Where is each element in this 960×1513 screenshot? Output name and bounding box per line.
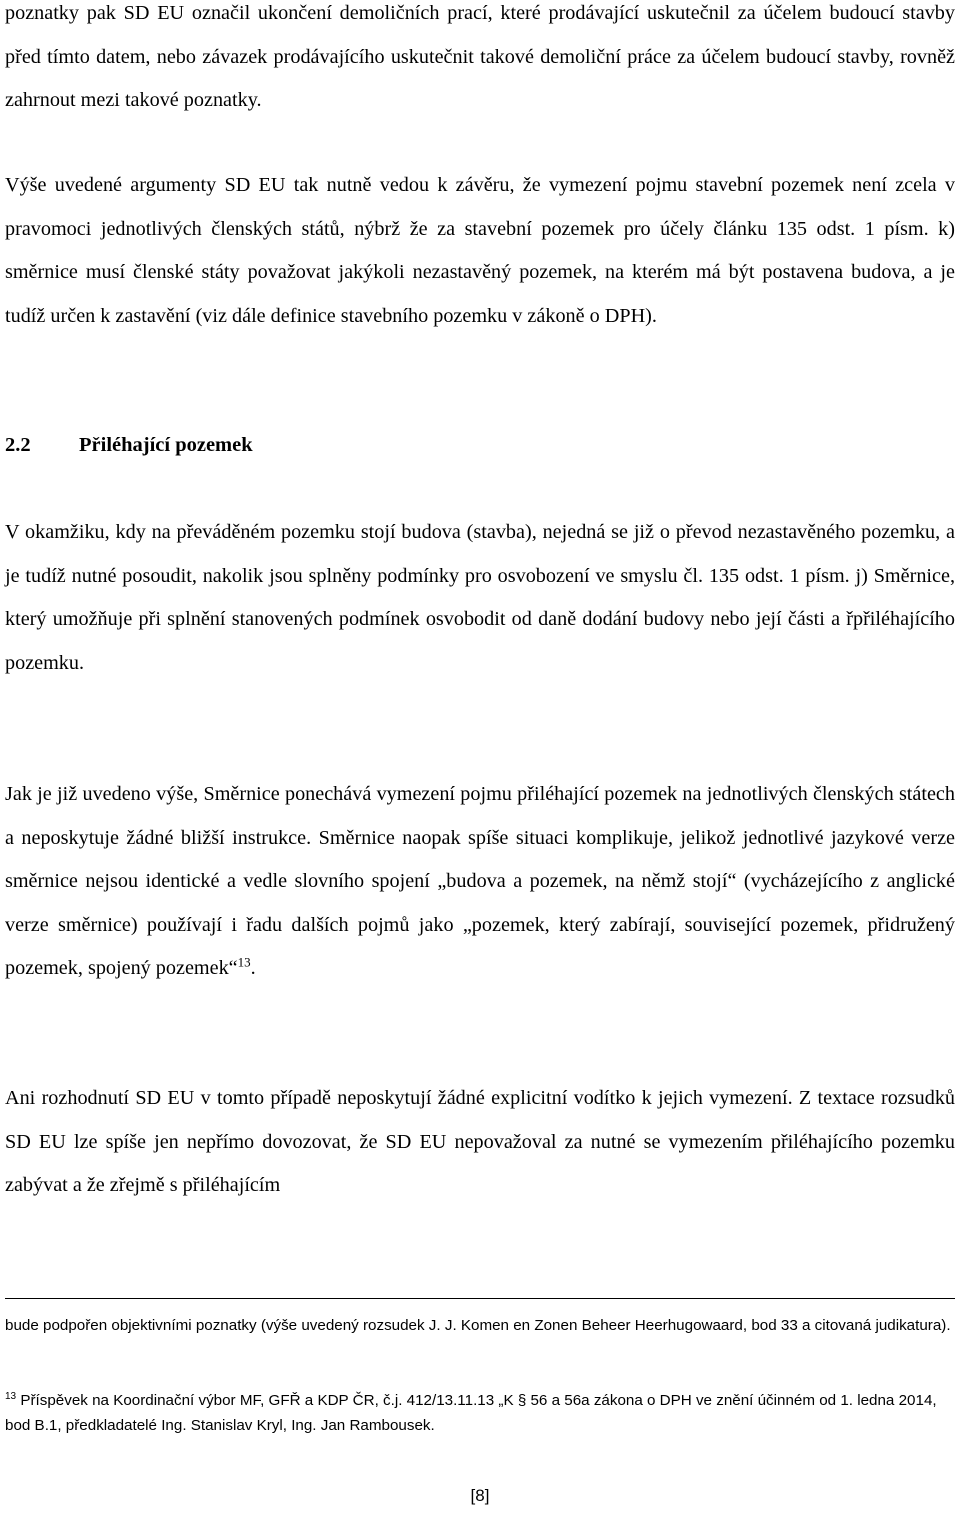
document-page bbox=[5, 0, 955, 1513]
page-number: [8] bbox=[470, 1486, 490, 1505]
footnote-13-number: 13 bbox=[5, 1390, 17, 1402]
section-title: Přiléhající pozemek bbox=[79, 434, 253, 456]
section-number: 2.2 bbox=[5, 434, 31, 456]
paragraph-2: Výše uvedené argumenty SD EU tak nutně vedou k závěru, že vymezení pojmu stavební pozemek není zcela v pravomoci jednotlivých členských států, nýbrž že za stavební pozemek pro účely článku 135 odst. 1 písm. k) směrnice musí členské státy považovat jakýkoli nezastavěný pozemek, na kterém má být postavena budova, a je tudíž určen k zastavění (viz dále definice stavebního pozemku v zákoně o DPH). bbox=[5, 174, 955, 327]
paragraph-4-text: Jak je již uvedeno výše, Směrnice ponechává vymezení pojmu přiléhající pozemek na jednotlivých členských státech a neposkytuje žádné bližší instrukce. Směrnice naopak spíše situaci komplikuje, jelikož jednotlivé jazykové verze směrnice nejsou identické a vedle slovního spojení „budova a pozemek, na němž stojí“ (vycházejícího z anglické verze směrnice) používají i řadu dalších pojmů jako „pozemek, který zabírají, související pozemek, přidružený pozemek, spojený pozemek“ bbox=[5, 783, 955, 979]
footnote-reference-13[interactable]: 13 bbox=[237, 954, 251, 970]
footnote-continuation: bude podpořen objektivními poznatky (výše uvedený rozsudek J. J. Komen en Zonen Beheer Heerhugowaard, bod 33 a citovaná judikatura). bbox=[5, 1317, 951, 1334]
paragraph-5: Ani rozhodnutí SD EU v tomto případě neposkytují žádné explicitní vodítko k jejich vymezení. Z textace rozsudků SD EU lze spíše jen nepřímo dovozovat, že SD EU nepovažoval za nutné se vymezením přiléhajícího pozemku zabývat a že zřejmě s přiléhajícím bbox=[5, 1087, 955, 1196]
paragraph-1: poznatky pak SD EU označil ukončení demoličních prací, které prodávající uskutečnil za účelem budoucí stavby před tímto datem, nebo závazek prodávajícího uskutečnit takové demoliční práce za účelem budoucí stavby, rovněž zahrnout mezi takové poznatky. bbox=[5, 2, 955, 111]
paragraph-4-end: . bbox=[250, 957, 256, 979]
paragraph-3: V okamžiku, kdy na převáděném pozemku stojí budova (stavba), nejedná se již o převod nezastavěného pozemku, a je tudíž nutné posoudit, nakolik jsou splněny podmínky pro osvobození ve smyslu čl. 135 odst. 1 písm. j) Směrnice, který umožňuje při splnění stanovených podmínek osvobodit od daně dodání budovy nebo její části a řpřiléhajícího pozemku. bbox=[5, 521, 955, 674]
footnote-13-text: Příspěvek na Koordinační výbor MF, GFŘ a KDP ČR, č.j. 412/13.11.13 „K § 56 a 56a zákona o DPH ve znění účinném od 1. ledna 2014, bod B.1, předkladatelé Ing. Stanislav Kryl, Ing. Jan Rambousek. bbox=[5, 1392, 937, 1434]
